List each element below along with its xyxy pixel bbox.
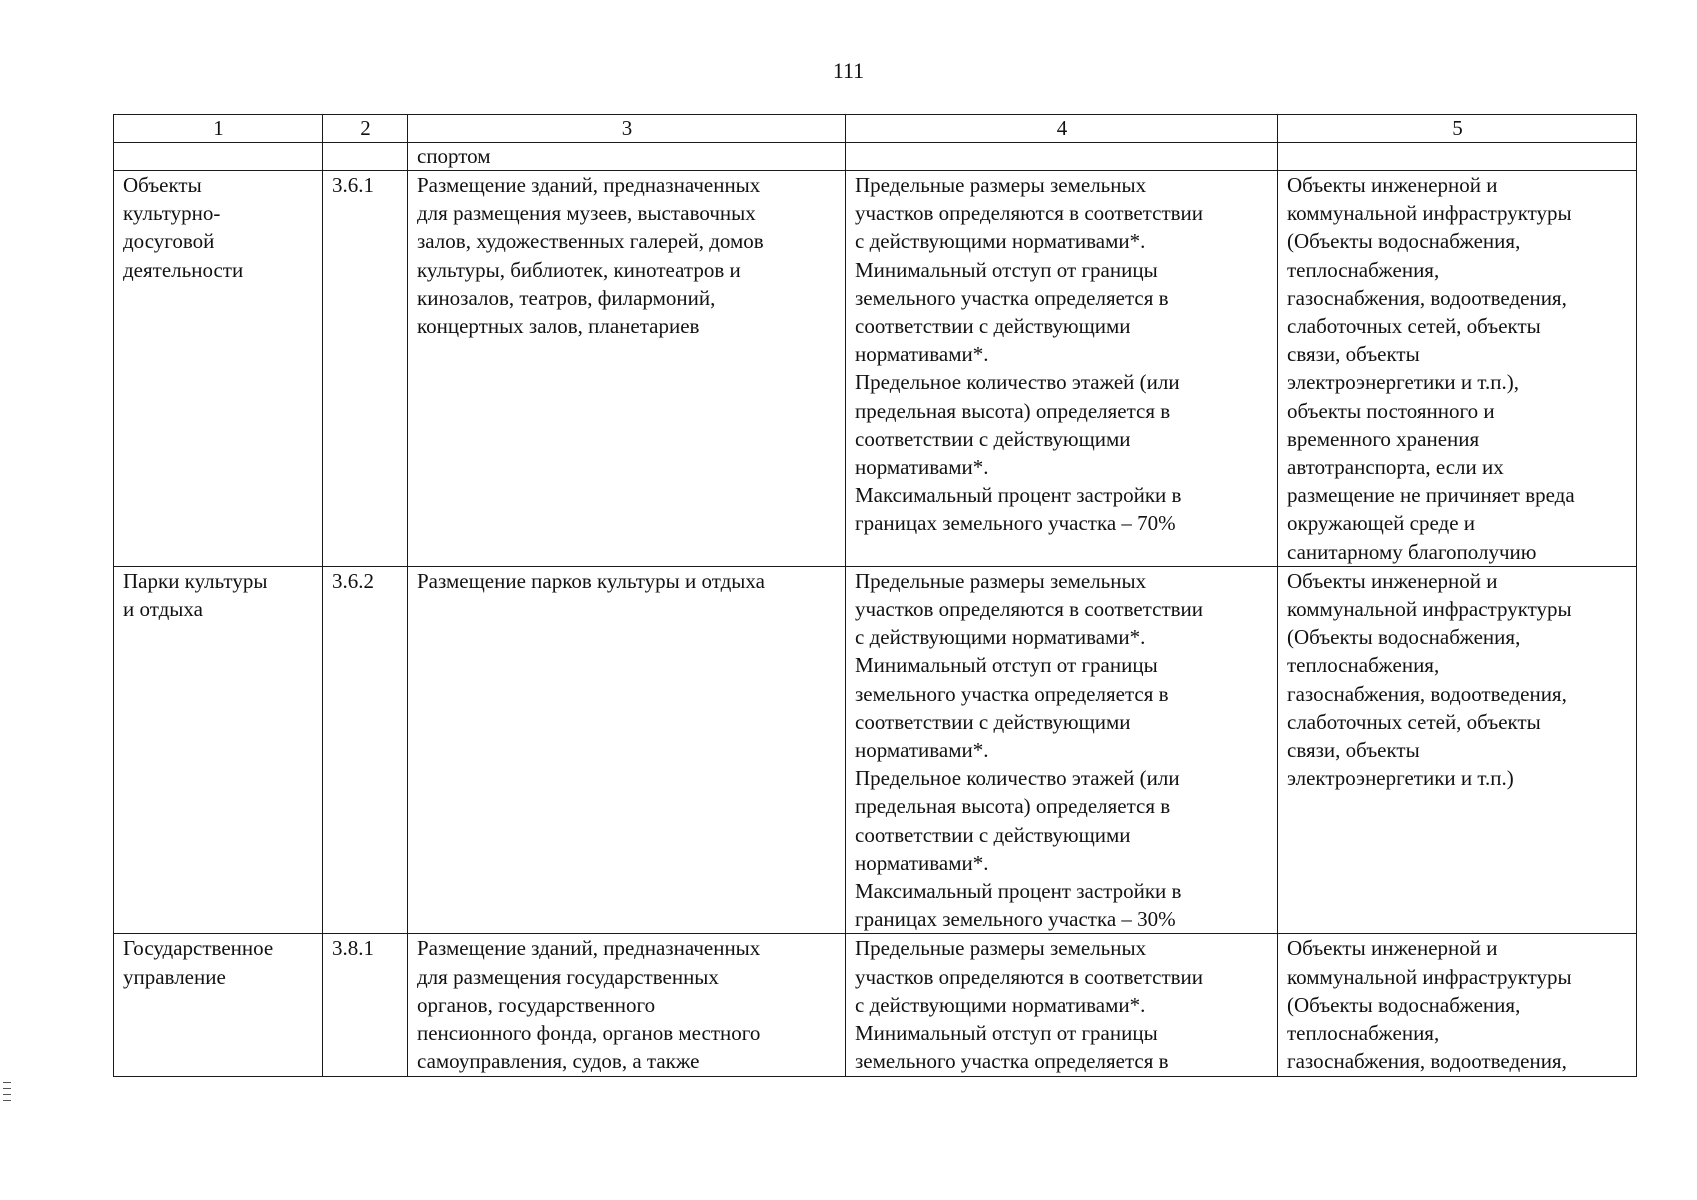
text-line: (Объекты водоснабжения, [1287,229,1521,254]
text-line: участков определяются в соответствии [855,201,1204,226]
text-line: участков определяются в соответствии [855,964,1204,989]
text-line: соответствии с действующими [855,822,1131,847]
text-line: связи, объекты [1287,342,1420,367]
text-line: объекты постоянного и [1287,398,1495,423]
text-line: досуговой [123,229,215,254]
text-line: теплоснабжения, [1287,653,1440,678]
text-line: размещение не причиняет вреда [1287,483,1575,508]
use-code-cell: 3.8.1 [323,934,408,1076]
text-line: нормативами*. [855,455,989,480]
text-line: кинозалов, театров, филармоний, [417,285,716,310]
text-line: теплоснабжения, [1287,257,1440,282]
text-line: предельная высота) определяется в [855,398,1171,423]
continuation-cell-4 [846,143,1278,171]
text-line: предельная высота) определяется в [855,794,1171,819]
parameters-cell [846,566,1278,934]
text-line: Максимальный процент застройки в [855,879,1182,904]
use-description-cell [408,934,846,1076]
text-line: земельного участка определяется в [855,285,1169,310]
text-line: границах земельного участка – 70% [855,511,1176,536]
column-number-2: 2 [323,115,408,143]
text-line: Предельные размеры земельных [855,173,1147,197]
text-line: Максимальный процент застройки в [855,483,1182,508]
text-line: культурно- [123,201,221,226]
text-line: земельного участка определяется в [855,681,1169,706]
text-line: (Объекты водоснабжения, [1287,992,1521,1017]
text-line: теплоснабжения, [1287,1021,1440,1046]
text-line: самоуправления, судов, а также [417,1049,700,1074]
scan-edge-marks [3,1082,11,1106]
text-line: Минимальный отступ от границы [855,653,1158,678]
text-line: Объекты инженерной и [1287,936,1498,961]
text-line: соответствии с действующими [855,314,1131,339]
column-number-5: 5 [1278,115,1637,143]
text-line: с действующими нормативами*. [855,625,1146,650]
text-line: коммунальной инфраструктуры [1287,597,1572,622]
text-line: газоснабжения, водоотведения, [1287,1049,1567,1074]
auxiliary-uses-cell [1278,171,1637,567]
page-number: 111 [832,58,865,83]
text-line: культуры, библиотек, кинотеатров и [417,257,741,282]
text-line: окружающей среде и [1287,511,1476,536]
use-type-cell [114,171,323,567]
text-line: земельного участка определяется в [855,1049,1169,1074]
continuation-cell-5 [1278,143,1637,171]
text-line: коммунальной инфраструктуры [1287,964,1572,989]
auxiliary-uses-cell [1278,566,1637,934]
text-line: Размещение зданий, предназначенных [417,936,761,961]
text-line: Размещение парков культуры и отдыха [417,568,765,593]
text-line: Объекты [123,173,202,197]
use-description-cell [408,566,846,934]
use-code-cell: 3.6.1 [323,171,408,567]
text-line: Предельные размеры земельных [855,936,1147,961]
auxiliary-uses-cell [1278,934,1637,1076]
text-line: залов, художественных галерей, домов [417,229,764,254]
text-line: нормативами*. [855,738,989,763]
text-line: с действующими нормативами*. [855,992,1146,1017]
text-line: газоснабжения, водоотведения, [1287,285,1567,310]
column-number-row [114,115,1637,143]
text-line: деятельности [123,257,244,282]
text-line: Размещение зданий, предназначенных [417,173,761,197]
parameters-cell [846,171,1278,567]
text-line: с действующими нормативами*. [855,229,1146,254]
column-number-4: 4 [846,115,1278,143]
text-line: нормативами*. [855,850,989,875]
text-line: Предельные размеры земельных [855,568,1147,593]
text-line: Предельное количество этажей (или [855,370,1180,395]
text-line: (Объекты водоснабжения, [1287,625,1521,650]
text-line: Объекты инженерной и [1287,568,1498,593]
text-line: Предельное количество этажей (или [855,766,1180,791]
text-line: временного хранения [1287,426,1480,451]
text-line: пенсионного фонда, органов местного [417,1021,761,1046]
text-line: Минимальный отступ от границы [855,1021,1158,1046]
column-number-3: 3 [408,115,846,143]
use-type-cell [114,934,323,1076]
text-line: границах земельного участка – 30% [855,907,1176,932]
text-line: органов, государственного [417,992,656,1017]
use-code-cell: 3.6.2 [323,566,408,934]
text-line: для размещения государственных [417,964,719,989]
use-description-cell [408,171,846,567]
text-line: Государственное [123,936,274,961]
text-line: Парки культуры [123,568,268,593]
text-line: концертных залов, планетариев [417,314,700,339]
text-line: автотранспорта, если их [1287,455,1504,480]
continuation-cell-2 [323,143,408,171]
text-line: электроэнергетики и т.п.) [1287,766,1514,791]
text-line: и отдыха [123,597,203,622]
text-line: санитарному благополучию [1287,539,1537,564]
continuation-cell-3: спортом [408,143,846,171]
table-row [114,566,1637,934]
text-line: газоснабжения, водоотведения, [1287,681,1567,706]
text-line: коммунальной инфраструктуры [1287,201,1572,226]
text-line: Минимальный отступ от границы [855,257,1158,282]
continuation-cell-1 [114,143,323,171]
text-line: электроэнергетики и т.п.), [1287,370,1519,395]
text-line: Объекты инженерной и [1287,173,1498,197]
continuation-row [114,143,1637,171]
table-row [114,934,1637,1076]
parameters-cell [846,934,1278,1076]
text-line: нормативами*. [855,342,989,367]
regulations-table [113,114,1637,1077]
text-line: управление [123,964,226,989]
text-line: слаботочных сетей, объекты [1287,709,1541,734]
text-line: связи, объекты [1287,738,1420,763]
text-line: для размещения музеев, выставочных [417,201,756,226]
use-type-cell [114,566,323,934]
text-line: слаботочных сетей, объекты [1287,314,1541,339]
text-line: соответствии с действующими [855,709,1131,734]
table-row [114,171,1637,567]
text-line: соответствии с действующими [855,426,1131,451]
column-number-1: 1 [114,115,323,143]
text-line: участков определяются в соответствии [855,597,1204,622]
